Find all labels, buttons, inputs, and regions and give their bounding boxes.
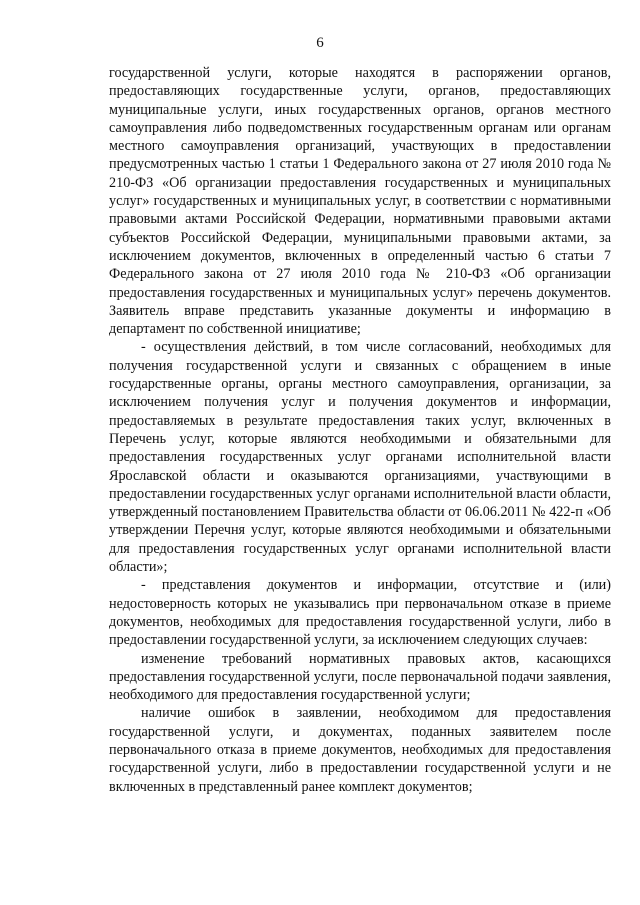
paragraph-exception-requirements-change: изменение требований нормативных правовых актов, касающихся предоставления государственной услуги, после первоначальной подачи заявления, необходимого для предоставления государственной услуги; [109,650,611,704]
page-number: 6 [316,35,324,51]
paragraph-continuation: государственной услуги, которые находятся в распоряжении органов, предоставляющих государственные услуги, органов, предоставляющих муниципальные услуги, иных государственных органов, органов местного самоуправления либо подведомственных государственным органам или органам местного самоуправления организаций, участвующих в предоставлении предусмотренных частью 1 статьи 1 Федерального закона от 27 июля 2010 года № 210-ФЗ «Об организации предоставления государственных и муниципальных услуг» государственных и муниципальных услуг, в соответствии с нормативными правовыми актами Российской Федерации, нормативными правовыми актами субъектов Российской Федерации, муниципальными правовыми актами, за исключением документов, включенных в определенный частью 6 статьи 7 Федерального закона от 27 июля 2010 года № 210-ФЗ «Об организации предоставления государственных и муниципальных услуг» перечень документов. Заявитель вправе представить указанные документы и информацию в департамент по собственной инициативе; [109,65,611,338]
document-body [109,64,611,796]
paragraph-actions-approvals: - осуществления действий, в том числе согласований, необходимых для получения государственной услуги и связанных с обращением в иные государственные органы, органы местного самоуправления, организации, за исключением получения услуг и получения документов и информации, предоставляемых в результате предоставления таких услуг, включенных в Перечень услуг, которые являются необходимыми и обязательными для предоставления государственных услуг органами исполнительной власти Ярославской области и оказываются организациями, участвующими в предоставлении государственных услуг органами исполнительной власти области, утвержденный постановлением Правительства области от 06.06.2011 № 422-п «Об утверждении Перечня услуг, которые являются необходимыми и обязательными для предоставления государственных услуг органами исполнительной власти области»; [109,339,611,576]
paragraph-exception-errors: наличие ошибок в заявлении, необходимом для предоставления государственной услуги, и документах, поданных заявителем после первоначального отказа в приеме документов, необходимых для предоставления государственной услуги, либо в предоставлении государственной услуги и не включенных в представленный ранее комплект документов; [109,705,611,795]
paragraph-documents-submission: - представления документов и информации, отсутствие и (или) недостоверность которых не указывались при первоначальном отказе в приеме документов, необходимых для предоставления государственной услуги, либо в предоставлении государственной услуги, за исключением следующих случаев: [109,577,611,649]
